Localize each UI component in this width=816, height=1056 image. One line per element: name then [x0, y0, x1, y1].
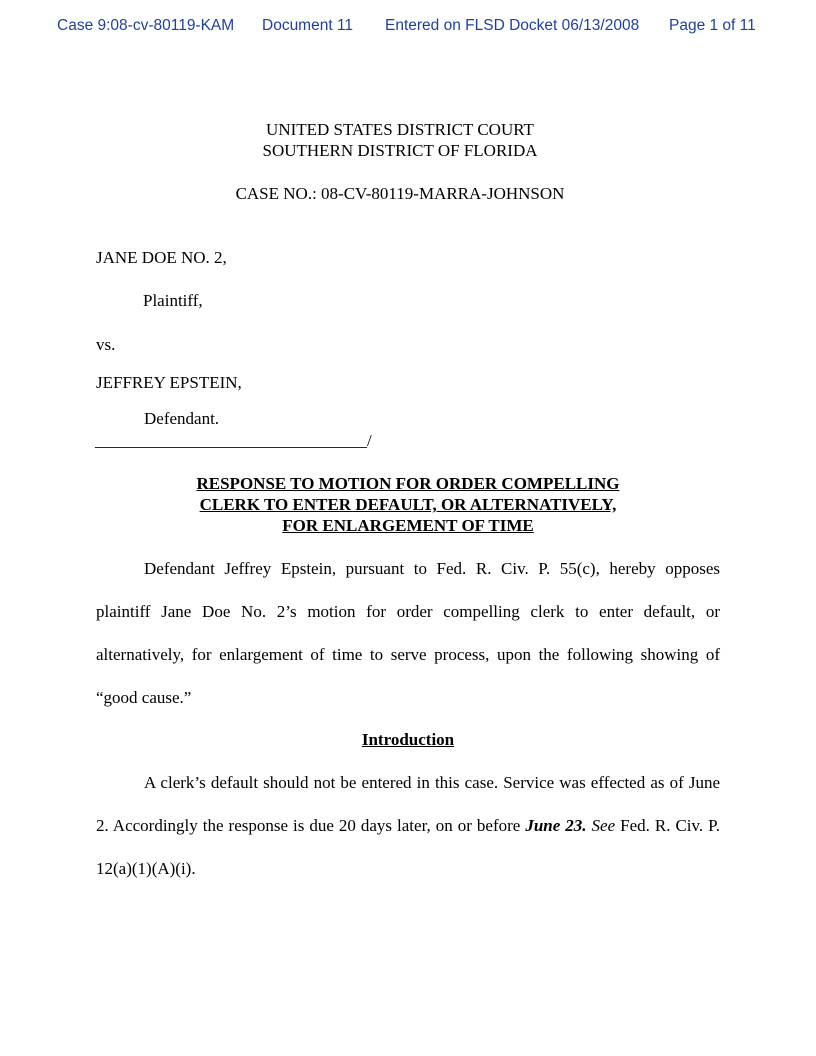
docket-entered-date: Entered on FLSD Docket 06/13/2008: [385, 17, 640, 34]
document-title: [0, 473, 816, 536]
court-name-line1: UNITED STATES DISTRICT COURT: [266, 120, 534, 139]
body-paragraph-2: [96, 761, 720, 890]
case-number: CASE NO.: 08-CV-80119-MARRA-JOHNSON: [235, 184, 565, 203]
docket-case-number: Case 9:08-cv-80119-KAM: [57, 17, 235, 34]
caption-rule-line: ________________________________/: [95, 431, 372, 450]
paragraph-2-see-signal: See: [591, 816, 616, 835]
paragraph-2-text: A clerk’s default should not be entered in this case. Service was effected as of June 2. Accordingly the response is due 20 days later, on or before: [96, 773, 720, 835]
docket-document-number: Document 11: [262, 17, 354, 34]
section-heading-introduction: Introduction: [361, 730, 455, 749]
defendant-name: JEFFREY EPSTEIN,: [96, 373, 242, 392]
document-title-line2: CLERK TO ENTER DEFAULT, OR ALTERNATIVELY,: [199, 495, 617, 514]
defendant-role: Defendant.: [144, 409, 220, 428]
document-title-line3: FOR ENLARGEMENT OF TIME: [282, 516, 534, 535]
docket-page-number: Page 1 of 11: [669, 17, 756, 34]
paragraph-2-citation: Fed. R. Civ. P. 12(a)(1)(A)(i).: [96, 816, 720, 878]
docket-header: [0, 17, 816, 39]
paragraph-2-due-date: June 23.: [525, 816, 587, 835]
versus-label: vs.: [96, 335, 116, 354]
plaintiff-name: JANE DOE NO. 2,: [96, 248, 227, 267]
court-name-line2: SOUTHERN DISTRICT OF FLORIDA: [262, 141, 538, 160]
body-paragraph-1: Defendant Jeffrey Epstein, pursuant to Fed. R. Civ. P. 55(c), hereby opposes plaintiff Jane Doe No. 2’s motion for order compelling clerk to enter default, or alternatively, for enlargement of time to serve process, upon the following showing of “good cause.”: [96, 559, 720, 707]
court-name: [0, 119, 800, 161]
document-title-line1: RESPONSE TO MOTION FOR ORDER COMPELLING: [196, 474, 620, 493]
plaintiff-role: Plaintiff,: [143, 291, 203, 310]
